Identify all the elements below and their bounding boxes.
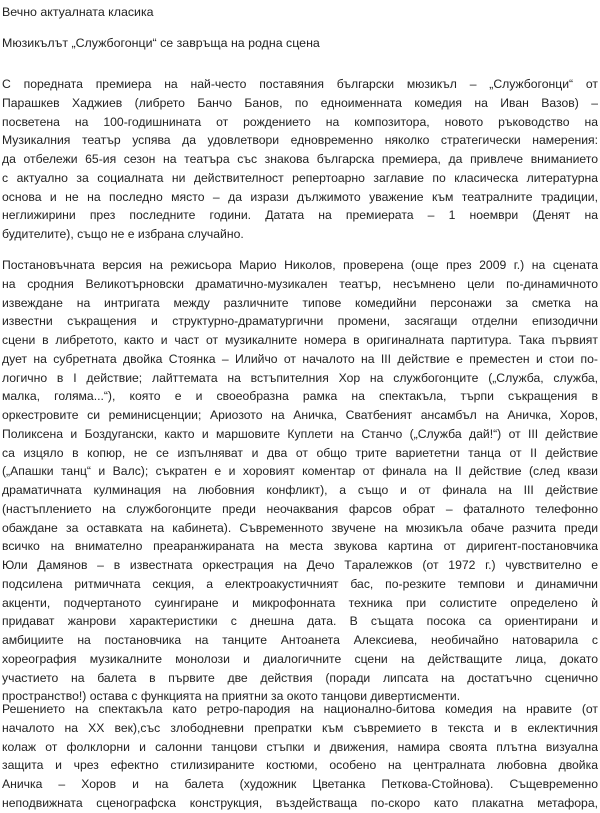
text-line: извеждане на интригата между различните типове комедийни персонажи за сметка на <box>2 295 598 310</box>
text-line: хореография музикалните монолози и диалогичните сцени на действащите лица, докато <box>2 651 598 666</box>
text-line: защита и чрез ефектно стилизираните костюми, особено на централната любовна двойка <box>2 758 598 773</box>
text-line: дует на субретната двойка Стоянка – Илийчо от началото на III действие е преместен и стои по- <box>2 351 598 366</box>
text-line: обаждане за оставката на кабинета). Съвременното звучене на мюзикъла обаче разчита преди <box>2 520 598 535</box>
text-line: всичко на внимателно преаранжираната на места звукова картина от диригент-постановчика <box>2 539 598 554</box>
text-line: акценти, подчертаното суингиране и микрофонната техника при солистите определено ѝ <box>2 595 598 610</box>
text-line: Поликсена и Боздугански, както и маршовите Куплети на Станчо („Служба дай!“) от III действие <box>2 426 598 441</box>
text-line: Музикалния театър успява да удовлетвори едновременно няколко стратегически намерения: <box>2 133 598 148</box>
article-kicker: Вечно актуалната класика <box>2 5 154 19</box>
text-line: с актуално за социалната ни действителност репертоарно заглавие по класическа литературна <box>2 170 598 185</box>
text-line: неподвижната сценографска конструкция, въздействаща по-скоро като плакатна метафора, <box>2 795 598 810</box>
text-line: оркестровите си реминисценции; Ариозото на Аничка, Сватбеният ансамбъл на Аничка, Хоров, <box>2 408 598 422</box>
text-line: логично в I действие; лайттемата на встъпителния Хор на службогонците („Служба, служба, <box>2 370 598 385</box>
text-line: Парашкев Хаджиев (либрето Банчо Банов, по едноименната комедия на Иван Вазов) – <box>2 95 598 110</box>
paragraph-1 <box>2 75 598 244</box>
text-line: пространство!) остава с функцията на приятни за окото танцови дивертисменти. <box>2 689 461 704</box>
paragraph-2 <box>2 256 598 706</box>
text-line: С поредната премиера на най-често поставяния български мюзикъл – „Службогонци“ от <box>2 77 598 91</box>
text-line: неглижирини през последните години. Датата на премиерата – 1 ноември (Денят на <box>2 208 598 223</box>
text-line: подсилена ритмичната секция, а електроакустичният бас, по-резките темпови и динамични <box>2 576 598 591</box>
text-line: Постановъчната версия на режисьора Марио Николов, проверена (още през 2009 г.) на сцената <box>2 258 598 272</box>
text-line: амбициите на постановчика на танците Антоанета Алексиева, необичайно натоварила с <box>2 633 598 647</box>
paragraph-3 <box>2 700 598 813</box>
text-line: известни съкращения и структурно-драматургични промени, засягащи отделни епизодични <box>2 314 598 329</box>
text-line: участието на балета в първите две действия (поради липсата на достатъчно сценично <box>2 670 598 685</box>
text-line: на сродния Великотърновски драматично-музикален театър, несъмнено цели по-динамичното <box>2 276 598 291</box>
text-line: началото на XX век),със злободневни препратки към съвремието в текста и в еклектичния <box>2 720 598 735</box>
text-line: да отбележи 65-ия сезон на театъра със знакова българска премиера, да привлече вниманието <box>2 152 598 166</box>
text-line: Решението на спектакъла като ретро-пародия на национално-битова комедия на нравите (от <box>2 702 598 716</box>
text-line: Юли Дамянов – в известната оркестрация на Дечо Тaралежков (от 1972 г.) чувствително е <box>2 558 598 572</box>
text-line: посветена на 100-годишнината от рождението на композитора, новото ръководство на <box>2 114 598 129</box>
text-line: Аничка – Хоров и на балета (художник Цветанка Петкова-Стойнова). Същевременно <box>2 777 598 791</box>
text-line: („Апашки танц“ и Валс); съкратен е и хоровият коментар от финала на II действие (след квази <box>2 464 598 479</box>
text-line: сцени в либретото, както и част от музикалните номера в оригиналната партитура. Така първият <box>2 333 598 347</box>
text-line: основа и не на последно място – да изрази дължимото уважение към театралните традиции, <box>2 189 598 204</box>
text-line: будителите), също не е избрана случайно. <box>2 227 244 241</box>
text-line: драматичната кулминация на любовния конфликт), а също и от финала на III действие <box>2 483 598 497</box>
text-line: (настъплението на службогонците преди неочаквания фарсов обрат – фаталното телефонно <box>2 501 598 516</box>
text-line: малка, голяма...“), която е и своеобразна рамка на спектакъла, търпи съкращения в <box>2 389 598 404</box>
article-headline: Мюзикълът „Службогонци“ се завръща на родна сцена <box>2 36 320 50</box>
text-line: придават жанрови характеристики с днешна дата. В същата посока са ориентирани и <box>2 614 598 629</box>
text-line: са изцяло в копюр, не се изпълняват и два от общо трите вариететни танца от II действие <box>2 445 598 460</box>
text-line: колаж от фолклорни и салонни танцови стъпки и движения, намира своята плътна визуална <box>2 739 598 754</box>
